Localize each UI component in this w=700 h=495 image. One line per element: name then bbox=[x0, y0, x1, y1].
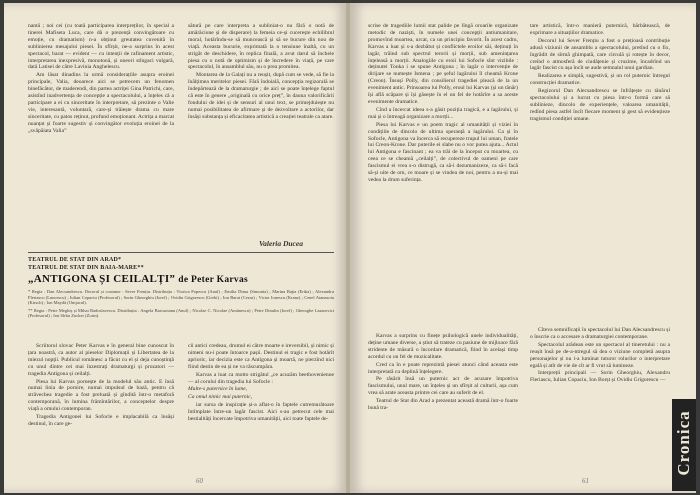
title-author: de Peter Karvas bbox=[178, 275, 249, 285]
theatre-heading bbox=[28, 257, 328, 272]
paragraph: Realizarea e simplă, sugestivă, și un rol puternic întregul construcției dramatice. bbox=[530, 73, 670, 87]
left-page bbox=[4, 3, 348, 493]
left-column-3 bbox=[28, 343, 174, 483]
right-column-2 bbox=[368, 333, 518, 473]
right-column-1 bbox=[368, 23, 518, 329]
paragraph: Pe răsărit însă un puternic act de acuzare împotriva fascismului, unul mare, un înțeles și un sfîrșit al culturii, așa cum vrea să arate aceasta printre cei care au suferit de el. bbox=[368, 376, 518, 397]
paragraph: Cînd a încercat ideea s-a găsit poziția tragică, e a lagărului, și mai și o întreagă organizare a morții... bbox=[368, 106, 518, 120]
paragraph: nantă ; noi cei (cu toată participarea interpreților, în special a tinerei Mafiseta Luca, care dă o prezență convingătoare cu emoție, cu dramatism) n-a obținut greutatea cuvenită în sublinierea mesajului piesei. În sfîrșit, ne-a surprins în acest spectacol, barat — evident — cu intenții de rafinament artistic, interpretarea inexpresivă, monotonă, și uneori stîngaci vulgară, dată Latisei de către Lavinia Anghelescu. bbox=[28, 23, 174, 71]
paragraph: Piesa lui Karvas pornește de la modelul său antic. E însă numai linia de pornire, numai impulsul de bază, pentru că străvechea tragedie a fost preluată și gîndită într-o metaforă contemporană, în lumina frămîntărilor, a conceptelor despre viață a omului contemporan. bbox=[28, 378, 174, 413]
paragraph: iar sursa de inspirație și-a aflat-o în faptele cutremurătoare întîmplate între-un lagăr fascist. Aici s-au petrecut cele mai bestialități încercate împotriva umanității, aici toate faptele de- bbox=[188, 402, 334, 423]
paragraph: cii antici credeau, drumul ei către moarte e ireversibil, și nimic și nimeni nu-i poate întoarce pașii. Destinul ei tragic e fost hotărît aprioric, iar decizia este ca Antigona și moartă, ne pierzînd nici fiind destin de ea și ne va răscumpăra. bbox=[188, 343, 334, 370]
right-page bbox=[350, 3, 696, 493]
paragraph: Interpreții principali — Sorin Gheorghiu, Alexandru Fleriascu, Iulian Copaciu, Ion Borșt și Ovidiu Grigorescu — bbox=[530, 370, 670, 384]
section-tab bbox=[672, 399, 696, 491]
author-signature: Valeria Ducea bbox=[259, 239, 303, 248]
paragraph: Karvas a luat ca motto strigătul „ce acuzăm beethovenienne — al corului din tragedia lui Sofocle : bbox=[188, 371, 334, 385]
paragraph: Karvas a surprins cu finețe psihologică unele individualități, deține umane diverse, a știut să trateze cu pasiune de mijloace fără stridente de măsură o încordare dramatică, fiind în același timp acordul cu un fel de muzicalitate. bbox=[368, 333, 518, 360]
section-divider bbox=[28, 252, 334, 253]
theatre-line-baia-mare: TEATRUL DE STAT DIN BAIA-MARE** bbox=[28, 264, 144, 271]
title-main: „ANTIGONA ȘI CEILALȚI” bbox=[28, 273, 176, 285]
production-credits bbox=[28, 289, 334, 335]
section-label: Cronica bbox=[674, 410, 693, 476]
paragraph: Montarea de la Galați nu a reușit, după cum se vede, să fie la înălțimea meritelor piesei. Fără îndoială, concepția regizorală se îndepărtează de la dramaturgie ; de aici se poate înțelege faptul că este în genere „originală cu orice preț”, în dauna valorificării fondului de idei și de sensuri al unui text, se primejduiește nu numai posibilitatea de afirmare și de dezvoltare a actorilor, dar însăși substanța și eficacitatea artistică a creației teatrale ca atare. bbox=[188, 72, 334, 120]
paragraph: Cred ca în e poate reprezintă piesei atunci când aceasta este interpretată cu deplină înțelegere. bbox=[368, 361, 518, 375]
paragraph: Ca omul nimic mai puternic, bbox=[188, 394, 253, 401]
paragraph: ** Regia : Petre Meghiș și Mihai Radoslavescu. Distribuția : Angela Barcaoianu (Anul) ; Nicolae C. Nicolae (Amănescu) ; Petre Dinulin (Ioref) ; Gheorghe Lazarovici (Profesorul) ; Ion Sîrbu Zucker (Zorin). bbox=[28, 307, 334, 319]
paragraph: tare artistică, într-o manieră puternică, bărbătească, de exprimare a situațiilor dramatice. bbox=[530, 23, 670, 36]
left-column-1 bbox=[28, 23, 174, 245]
right-column-3 bbox=[530, 23, 670, 323]
paragraph: Spectacolul arădean este un spectacol al tineretului : nu a reușit însă pe de-a-ntregul să dea o viziune completă asupra personajelor și nu i-a luminat tuturor rolurilor o interpretare egală și atît de vie de cît ar fi vrut să lumineze. bbox=[530, 341, 670, 369]
paragraph: sătură pe care interpreta a subliniat-o nu fără o notă de amărăciune și de disperare) la femeia ce-și cucerește echilibrul moral, hotărîndu-se să muncească și să se bucure din nou de viață. Aceasta bucurie, exprimată la o tensiune înaltă, cu un strigăt de deschidere, în replica finală, a avut darul să încheie piesa cu o notă de optimism și de încredere în viață, pe care spectacolul, în ansamblul său, nu o prea promitea. bbox=[188, 23, 334, 71]
paragraph: Multe-s puternice în lume, bbox=[188, 386, 248, 393]
theatre-line-arad: TEATRUL DE STAT DIN ARAD* bbox=[28, 257, 122, 263]
page-number-right: 61 bbox=[582, 477, 589, 485]
paragraph: Tragedia Antigonei lui Sofocle e implacabilă ca însăși destinul, în care ge- bbox=[28, 414, 174, 427]
paragraph: Piesa lui Karvas e un poem tragic al umanității și viziei în condițiile de dincolo de ultima speranță a lagărului. Ca și în Sofocle, Antigona va încerca să recupereze trupul lui uman, fratele lui Creon-Krone. Dar puterile ei slabe nu o vor putea ajuta... Actul lui Antigona e fascinant ; ea va trăi de la început cu moartea, cu ceea ce se cheamă „ceilalți”, de colectivul de oameni pe care fascismul ei vrea s-o distrugă, ca să-i dezumanizeze, ca să-i facă să-și uite de om, ce moare și se vindea de noi, pentru a nu-și mai vedea la drum suferința. bbox=[368, 121, 518, 183]
paragraph: Scriitorul slovac Peter Karvas e în general bine cunoscut în țara noastră, ca autor al pieselor Diplomații și Libertatea de la miezul nopții. Publicul românesc a făcut cu el și deja cunoștință cu unul dintre cei mai înzestrați dramaturgi și prozatori — tragedia Antigona și ceilalți. bbox=[28, 343, 174, 377]
paragraph: Teatrul de Stat din Arad a prezentat această dramă într-o foarte bună tra- bbox=[368, 398, 518, 412]
paragraph: Regizorul Dan Alecsandrescu se înfrățește cu tânărul spectacolului și a lucrat cu piesa într-o formă care să sublinieze, dincolo de experiențele, valoarea umanității, redînd piesa astfel încît fiecare moment și gest să evidențieze tragismul condiției umane. bbox=[530, 88, 670, 122]
paragraph: * Regia : Dan Alecsandrescu. Decorul și costume : Sever Frențiu. Distribuția : Viorica Popescu (Anul) ; Emilia Dima (Simonia) ; Marina Bajta (Erika) ; Alexandru Fleriascu (Luncescu) ; Iulian Copaciu (Profesorul) ; Sorin Gheorghiu (Ioref) ; Ovidiu Grigorescu (Grebi) ; Ion Barat (Cezar) ; Victor Ionescu (Kranz) ; Cenel Atanasoiu (Kirsch) ; Ion Maydă (Omjacul). bbox=[28, 289, 334, 306]
article-title bbox=[28, 273, 338, 285]
left-column-2 bbox=[188, 23, 334, 223]
right-column-4 bbox=[530, 327, 670, 475]
paragraph: Am lăsat dinadins la urmă considerațiile asupra eroinei principale, Valia, deoarece aici se petrecem un fenomen binefăcător, de maderendi, din partea actriței Gina Patrichi, care, asistînd inadvertența de concepție a spectacolului, a înțeles că a participare a ei cu sinceritate în interpretare, să prezinte o Valie vie, interesantă, voluntară, care-și trăiește drama cu mare sinceritate, cu patos reținut, profund emoționant. Actrița a marcat nuanțat și foarte sugestiv și convingător evoluția eroinei de la „svăpăiata Valia” bbox=[28, 72, 174, 134]
paragraph: Cîteva semnificații în spectacolul lui Dan Alecsandrescu și o înscrie ca o accesare a dramaturgiei contemporane. bbox=[530, 327, 670, 340]
paragraph: Decorul lui Sever Frențiu a fost o prețioasă contribuție adusă viziunii de ansamblu a spectacolului, pretînd cu o fix, îngrădit de sîrmă ghimpată, care circulă și rotește în decor, creînd o atmosferă de ciudățenie și cruzime, încadrînd un lagăr fascist cu așa încît se aude semnalul unui gardian. bbox=[530, 37, 670, 72]
page-number-left: 60 bbox=[196, 477, 203, 485]
paragraph: scrise de tragediile lumii stat palide pe lîngă oroarile organizate metodic de naziști, în numele unei concepții antiumanitare, promovînd moartea, urcat, ca un principiu favorit. În acest cadru, Karvas a luat și s-a dezbătut și conflictele eroilor săi, deținuți în lagăr, trăind sub spectrul terorii și morții, sub amenințarea înțeleasă a morții. Analogiile cu eroii lui Sofocle sînt vizibile : deținutei Tonka i se spune Antigona ; în lagăr o intervenție de dirijare se numește Ismena ; pe șeful lagărului îl cheamă Krone (Creon). Însuși Polly, din consilierul tragediei pleacă de la un eveniment antic. Prinsoarea lui Polly, eroul lui Karvas (și un tânăr) își află scăpare și își găsește în el un fel de hotărîre a sa aceste evenimente dramatice. bbox=[368, 23, 518, 105]
magazine-spread bbox=[4, 3, 696, 493]
left-column-4 bbox=[188, 343, 334, 469]
